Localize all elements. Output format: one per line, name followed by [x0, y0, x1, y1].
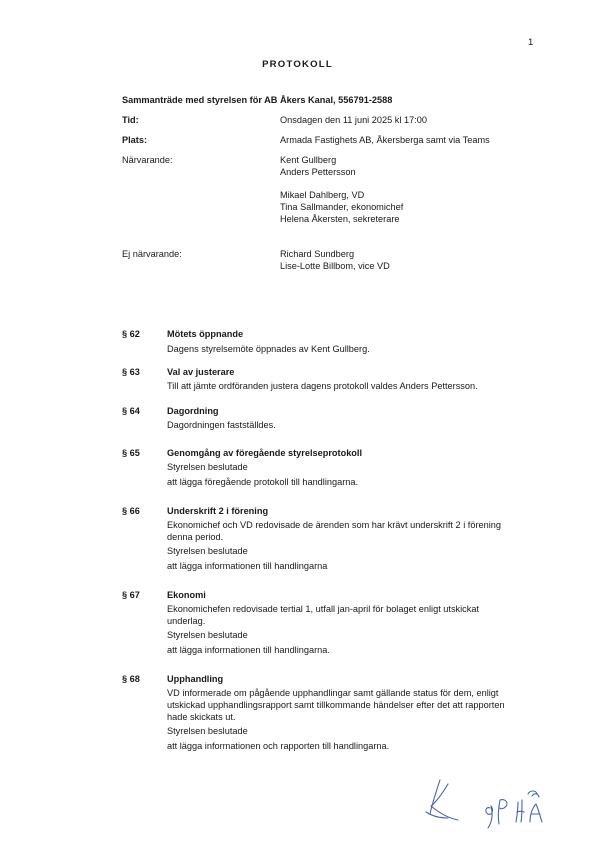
section-text: Ekonomichef och VD redovisade de ärenden som har krävt underskrift 2 i förening — [167, 520, 501, 530]
section-text: Styrelsen beslutade — [167, 462, 248, 472]
time-label: Tid: — [122, 115, 139, 125]
section-title: Mötets öppnande — [167, 329, 244, 339]
absent-member: Richard Sundberg — [280, 249, 355, 259]
section-text: att lägga informationen till handlingarna — [167, 561, 328, 571]
section-number: § 66 — [122, 506, 140, 516]
section-text: hade skickats ut. — [167, 712, 236, 722]
section-title: Upphandling — [167, 674, 224, 684]
section-number: § 68 — [122, 674, 140, 684]
section-text: denna period. — [167, 532, 224, 542]
section-text: VD informerade om pågående upphandlingar samt gällande status för dem, enligt — [167, 688, 499, 698]
section-title: Genomgång av föregående styrelseprotokoll — [167, 448, 363, 458]
section-text: Dagordningen fastställdes. — [167, 420, 276, 430]
section-text: att lägga föregående protokoll till handlingarna. — [167, 477, 359, 487]
signature-initials — [418, 772, 568, 832]
section-number: § 64 — [122, 406, 140, 416]
section-text: utskickad upphandlingsrapport samt tillkommande händelser efter det att rapporten — [167, 700, 505, 710]
place-label: Plats: — [122, 135, 148, 145]
initials-ha — [516, 791, 542, 822]
place-value: Armada Fastighets AB, Åkersberga samt via Teams — [280, 135, 490, 145]
document-title: PROTOKOLL — [262, 59, 333, 70]
initials-kg — [426, 780, 458, 820]
section-text: Till att jämte ordföranden justera dagens protokoll valdes Anders Pettersson. — [167, 381, 478, 391]
section-title: Ekonomi — [167, 590, 206, 600]
section-text: att lägga informationen och rapporten till handlingarna. — [167, 741, 390, 751]
section-title: Underskrift 2 i förening — [167, 506, 269, 516]
section-text: Styrelsen beslutade — [167, 546, 248, 556]
section-title: Val av justerare — [167, 367, 235, 377]
section-number: § 65 — [122, 448, 140, 458]
present-label: Närvarande: — [122, 155, 173, 165]
section-text: Styrelsen beslutade — [167, 630, 248, 640]
staff-member: Mikael Dahlberg, VD — [280, 190, 365, 200]
section-text: underlag. — [167, 616, 206, 626]
section-text: Dagens styrelsemöte öppnades av Kent Gullberg. — [167, 344, 370, 354]
section-number: § 63 — [122, 367, 140, 377]
absent-member: Lise-Lotte Billbom, vice VD — [280, 261, 390, 271]
meeting-title: Sammanträde med styrelsen för AB Åkers Kanal, 556791-2588 — [122, 95, 393, 105]
present-member: Anders Pettersson — [280, 167, 356, 177]
section-text: Styrelsen beslutade — [167, 726, 248, 736]
time-value: Onsdagen den 11 juni 2025 kl 17:00 — [280, 115, 427, 125]
staff-member: Tina Sallmander, ekonomichef — [280, 202, 404, 212]
page-number: 1 — [528, 37, 534, 48]
section-title: Dagordning — [167, 406, 219, 416]
section-text: Ekonomichefen redovisade tertial 1, utfall jan-april för bolaget enligt utskickat — [167, 604, 480, 614]
section-number: § 62 — [122, 329, 140, 339]
section-text: att lägga informationen till handlingarna. — [167, 645, 330, 655]
section-number: § 67 — [122, 590, 140, 600]
absent-label: Ej närvarande: — [122, 249, 182, 259]
present-member: Kent Gullberg — [280, 155, 337, 165]
staff-member: Helena Åkersten, sekreterare — [280, 214, 400, 224]
initials-ap — [486, 800, 507, 828]
